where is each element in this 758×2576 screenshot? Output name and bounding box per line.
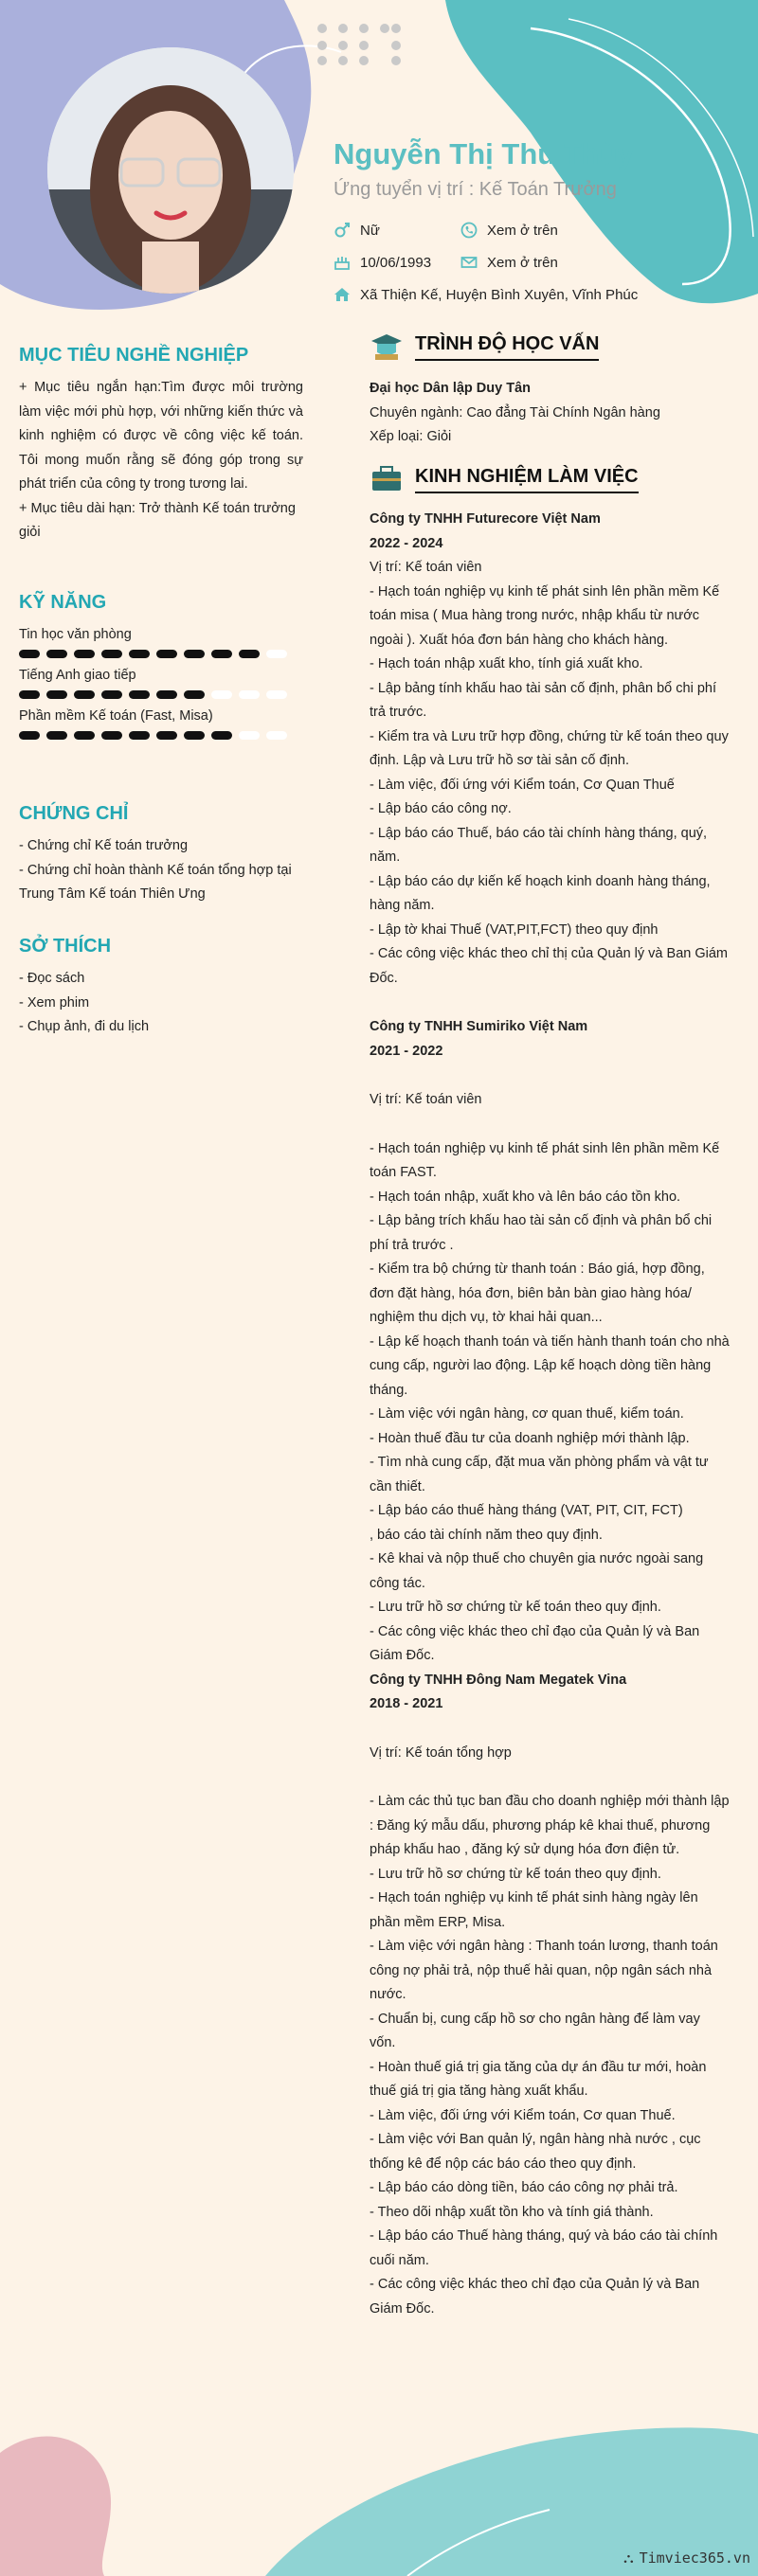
job-task: - Lập báo cáo công nợ.	[370, 801, 512, 816]
job-role: Vị trí: Kế toán viên	[370, 1092, 482, 1107]
skill-dash-filled	[46, 690, 67, 699]
job-company: Công ty TNHH Đông Nam Megatek Vina	[370, 1672, 627, 1688]
job-task: - Tìm nhà cung cấp, đặt mua văn phòng phẩm và vật tư cần thiết.	[370, 1455, 709, 1494]
skill-dash-empty	[239, 731, 260, 740]
job-task: - Các công việc khác theo chỉ đạo của Quản lý và Ban Giám Đốc.	[370, 2277, 700, 2317]
applied-position: Ứng tuyển vị trí : Kế Toán Trưởng	[334, 179, 617, 200]
job-task: - Làm việc, đối ứng với Kiểm toán, Cơ quan Thuế.	[370, 2107, 676, 2123]
skill-dash-filled	[19, 731, 40, 740]
birthday-cake-icon	[334, 254, 351, 271]
skill-dash-filled	[129, 690, 150, 699]
skill-dash-empty	[266, 690, 287, 699]
phone-icon	[460, 222, 478, 239]
home-icon	[334, 286, 351, 303]
job-task: - Làm việc với ngân hàng : Thanh toán lương, thanh toán công nợ phải trả, nộp thuế hải quan, nộp ngân sách nhà nước.	[370, 1939, 718, 2002]
phone-info	[460, 222, 558, 239]
job-role: Vị trí: Kế toán viên	[370, 560, 482, 575]
objective-long: + Mục tiêu dài hạn: Trở thành Kế toán trưởng giỏi	[19, 500, 296, 540]
education-section	[370, 331, 730, 450]
skill-dash-filled	[239, 650, 260, 658]
skill-name: Phần mềm Kế toán (Fast, Misa)	[19, 708, 213, 724]
skill-item	[19, 627, 303, 658]
objective-short: + Mục tiêu ngắn hạn:Tìm được môi trường làm việc mới phù hợp, với những kiến thức và kinh nghiệm có được về công việc kế toán. Tôi mong muốn rằng sẽ đóng góp trong sự phát triển của công ty trong tương lai.	[19, 380, 303, 492]
education-title: TRÌNH ĐỘ HỌC VẤN	[415, 333, 599, 361]
job-period: 2021 - 2022	[370, 1043, 443, 1059]
gender-icon	[334, 222, 351, 239]
job-task: - Lập báo cáo Thuế hàng tháng, quý và báo cáo tài chính cuối năm.	[370, 2228, 718, 2268]
skill-dash-filled	[184, 650, 205, 658]
job-task: - Lập tờ khai Thuế (VAT,PIT,FCT) theo quy định	[370, 921, 659, 938]
job-task: - Lập bảng trích khấu hao tài sản cố định và phân bổ chi phí trả trước .	[370, 1213, 713, 1253]
skill-dash-filled	[74, 650, 95, 658]
objective-title: MỤC TIÊU NGHỀ NGHIỆP	[19, 345, 249, 366]
major: Chuyên ngành: Cao đẳng Tài Chính Ngân hàng	[370, 404, 660, 420]
job-task: - Hoàn thuế đầu tư của doanh nghiệp mới thành lập.	[370, 1430, 690, 1446]
birthday-info	[334, 254, 431, 271]
skills-section	[19, 592, 303, 740]
hobby-item: - Xem phim	[19, 994, 90, 1011]
skill-dash-filled	[184, 690, 205, 699]
job-task: - Hạch toán nghiệp vụ kinh tế phát sinh lên phần mềm Kế toán FAST.	[370, 1140, 720, 1180]
skill-dash-filled	[74, 690, 95, 699]
certificates-title: CHỨNG CHỈ	[19, 803, 129, 824]
job-item	[370, 1669, 730, 2322]
skill-dash-filled	[211, 650, 232, 658]
skill-level-bar	[19, 731, 303, 740]
job-company: Công ty TNHH Sumiriko Việt Nam	[370, 1019, 588, 1034]
skill-dash-empty	[266, 650, 287, 658]
grade: Xếp loại: Giỏi	[370, 429, 452, 444]
avatar	[47, 47, 294, 294]
experience-section	[370, 464, 730, 2321]
experience-title: KINH NGHIỆM LÀM VIỆC	[415, 466, 639, 493]
job-item	[370, 1015, 730, 1669]
skill-dash-filled	[19, 650, 40, 658]
skill-dash-filled	[156, 650, 177, 658]
address-value: Xã Thiện Kế, Huyện Bình Xuyên, Vĩnh Phúc	[360, 286, 639, 303]
pink-blob	[0, 2437, 111, 2576]
skill-level-bar	[19, 650, 303, 658]
job-task: - Lưu trữ hồ sơ chứng từ kế toán theo quy định.	[370, 1866, 661, 1882]
watermark	[623, 2549, 750, 2567]
job-item	[370, 508, 730, 991]
email-icon	[460, 254, 478, 271]
watermark-text: Timviec365.vn	[639, 2549, 750, 2567]
gender-info	[334, 222, 380, 239]
job-task: - Theo dõi nhập xuất tồn kho và tính giá thành.	[370, 2204, 654, 2220]
job-task: - Các công việc khác theo chỉ thị của Quản lý và Ban Giám Đốc.	[370, 946, 728, 986]
skill-name: Tin học văn phòng	[19, 627, 132, 642]
dot-grid	[317, 24, 401, 65]
job-task: - Hạch toán nghiệp vụ kinh tế phát sinh hàng ngày lên phần mềm ERP, Misa.	[370, 1890, 698, 1930]
job-task: , báo cáo tài chính năm theo quy định.	[370, 1527, 603, 1543]
skill-dash-filled	[211, 731, 232, 740]
job-role: Vị trí: Kế toán tổng hợp	[370, 1744, 512, 1761]
job-task: - Chuẩn bị, cung cấp hồ sơ cho ngân hàng để làm vay vốn.	[370, 2011, 700, 2050]
briefcase-icon	[370, 464, 404, 494]
job-task: - Hoàn thuế giá trị gia tăng của dự án đầu tư mới, hoàn thuế giá trị gia tăng hàng xuất khẩu.	[370, 2059, 707, 2099]
job-task: - Lập bảng tính khấu hao tài sản cố định, phân bổ chi phí trả trước.	[370, 680, 716, 720]
objective-section	[19, 345, 303, 546]
certificates-section	[19, 803, 303, 907]
job-task: - Lưu trữ hồ sơ chứng từ kế toán theo quy định.	[370, 1600, 661, 1615]
hobbies-section	[19, 936, 303, 1040]
certificate-item: - Chứng chỉ Kế toán trưởng	[19, 838, 189, 853]
job-task: - Hạch toán nhập, xuất kho và lên báo cáo tồn kho.	[370, 1189, 681, 1205]
job-task: - Lập báo cáo dự kiến kế hoạch kinh doanh hàng tháng, hàng năm.	[370, 873, 711, 913]
skill-level-bar	[19, 690, 303, 699]
email-value: Xem ở trên	[487, 254, 558, 271]
job-task: - Lập báo cáo dòng tiền, báo cáo công nợ phải trả.	[370, 2180, 678, 2195]
skill-dash-filled	[101, 690, 122, 699]
skill-dash-empty	[266, 731, 287, 740]
skill-dash-filled	[184, 731, 205, 740]
gender-value: Nữ	[360, 222, 380, 239]
skill-dash-filled	[46, 650, 67, 658]
job-period: 2018 - 2021	[370, 1696, 443, 1711]
job-task: - Làm các thủ tục ban đầu cho doanh nghiệp mới thành lập : Đăng ký mẫu dấu, phương pháp kê khai thuế, phương pháp khấu hao , đăng ký sử dụng hóa đơn điện tử.	[370, 1794, 730, 1857]
skill-dash-filled	[129, 731, 150, 740]
job-period: 2022 - 2024	[370, 535, 443, 551]
skill-dash-filled	[101, 731, 122, 740]
skill-item	[19, 668, 303, 699]
job-task: - Lập kế hoạch thanh toán và tiến hành thanh toán cho nhà cung cấp, người lao động. Lập kế hoạch dòng tiền hàng tháng.	[370, 1333, 730, 1398]
job-task: - Các công việc khác theo chỉ đạo của Quản lý và Ban Giám Đốc.	[370, 1623, 700, 1663]
hobby-item: - Đọc sách	[19, 971, 85, 986]
job-task: - Hạch toán nhập xuất kho, tính giá xuất kho.	[370, 656, 643, 671]
hobbies-title: SỞ THÍCH	[19, 936, 112, 957]
job-task: - Hạch toán nghiệp vụ kinh tế phát sinh lên phần mềm Kế toán misa ( Mua hàng trong nước, nhập khẩu từ nước ngoài ). Xuất hóa đơn bán hàng cho khách hàng.	[370, 583, 720, 648]
skill-dash-filled	[129, 650, 150, 658]
skill-dash-empty	[239, 690, 260, 699]
job-task: - Lập báo cáo Thuế, báo cáo tài chính hàng tháng, quý, năm.	[370, 825, 708, 865]
job-task: - Làm việc với Ban quản lý, ngân hàng nhà nước , cục thống kê để nộp các báo cáo theo quy định.	[370, 2132, 701, 2172]
skill-dash-filled	[156, 731, 177, 740]
skill-dash-filled	[46, 731, 67, 740]
skill-dash-empty	[211, 690, 232, 699]
job-task: - Kiểm tra và Lưu trữ hợp đồng, chứng từ kế toán theo quy định. Lập và Lưu trữ hồ sơ tài sản cố định.	[370, 728, 729, 768]
phone-value: Xem ở trên	[487, 222, 558, 239]
job-task: - Làm việc với ngân hàng, cơ quan thuế, kiểm toán.	[370, 1406, 684, 1422]
hobby-item: - Chụp ảnh, đi du lịch	[19, 1019, 150, 1034]
candidate-name: Nguyễn Thị Thu Thủy	[334, 137, 634, 170]
email-info	[460, 254, 558, 271]
job-company: Công ty TNHH Futurecore Việt Nam	[370, 511, 601, 527]
school-name: Đại học Dân lập Duy Tân	[370, 381, 531, 396]
address-info	[334, 286, 638, 303]
skill-name: Tiếng Anh giao tiếp	[19, 668, 136, 683]
skill-dash-filled	[101, 650, 122, 658]
graduation-cap-icon	[370, 331, 404, 362]
job-task: - Làm việc, đối ứng với Kiểm toán, Cơ Quan Thuế	[370, 777, 675, 793]
birthday-value: 10/06/1993	[360, 254, 432, 271]
skills-title: KỸ NĂNG	[19, 592, 107, 613]
job-task: - Lập báo cáo thuế hàng tháng (VAT, PIT, CIT, FCT)	[370, 1503, 683, 1518]
certificate-item: - Chứng chỉ hoàn thành Kế toán tổng hợp tại Trung Tâm Kế toán Thiên Ưng	[19, 862, 292, 902]
skill-item	[19, 708, 303, 740]
skill-dash-filled	[19, 690, 40, 699]
watermark-icon: ⛬	[623, 2549, 634, 2567]
job-task: - Kê khai và nộp thuế cho chuyên gia nước ngoài sang công tác.	[370, 1551, 704, 1591]
skill-dash-filled	[156, 690, 177, 699]
job-task: - Kiểm tra bộ chứng từ thanh toán : Báo giá, hợp đồng, đơn đặt hàng, hóa đơn, biên bản bàn giao hàng hóa/ nghiệm thu dịch vụ, tờ khai hải quan...	[370, 1261, 705, 1325]
skill-dash-filled	[74, 731, 95, 740]
